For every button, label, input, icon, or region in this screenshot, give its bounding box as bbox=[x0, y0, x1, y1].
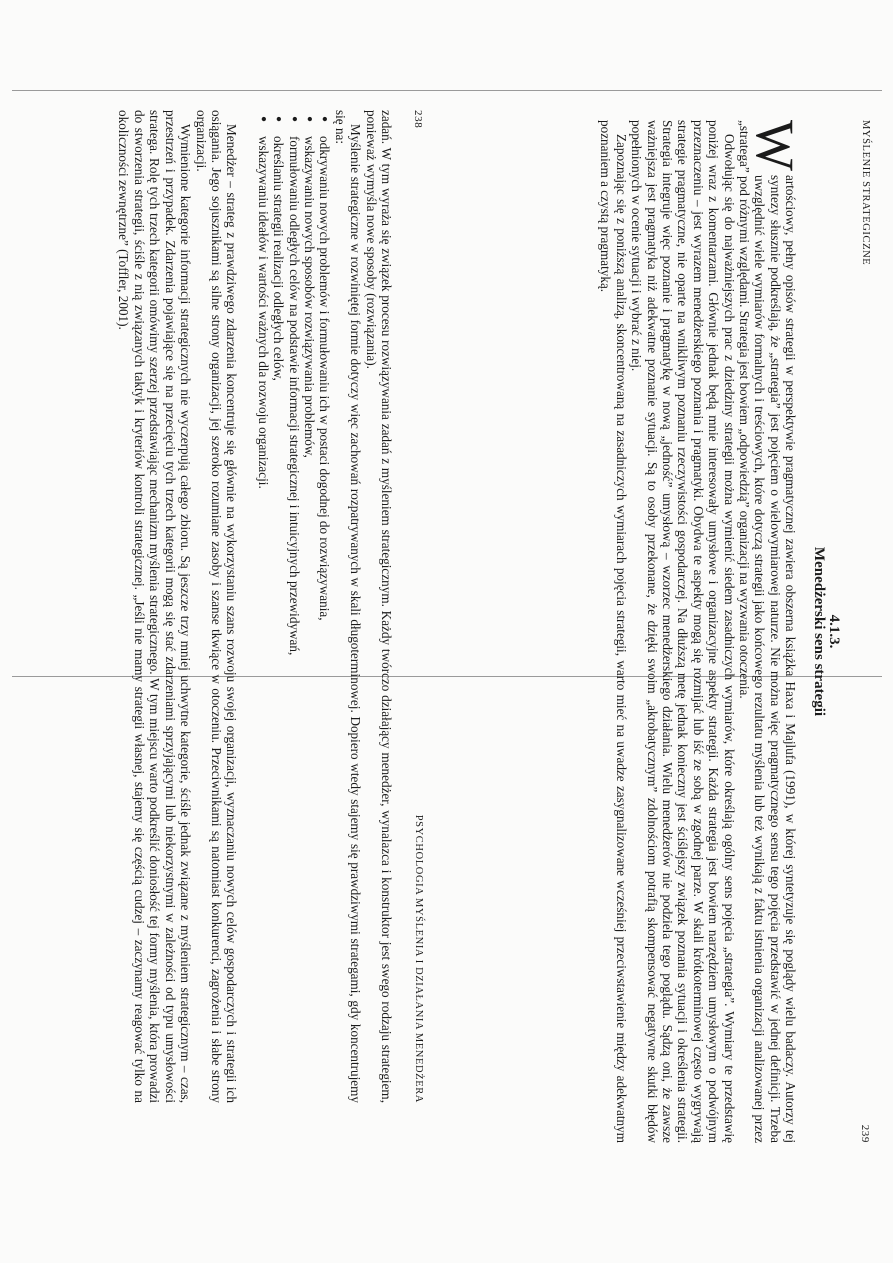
list-item: ● wskazywaniu ideałów i wartości ważnych dla rozwoju organizacji. bbox=[255, 136, 270, 1103]
page-body bbox=[116, 110, 394, 1103]
list-item: ● formułowaniu odległych celów na podstawie informacji strategicznej i intuicyjnych przewidywań, bbox=[286, 136, 301, 1103]
running-head bbox=[412, 110, 424, 1103]
paragraph: Myślenie strategiczne w rozwiniętej formie dotyczy więc zachowań rozpatrywanych w skali długoterminowej. Dopiero wtedy stajemy się prawdziwymi strategami, gdy koncentrujemy się na: bbox=[332, 110, 364, 1103]
running-head bbox=[859, 120, 871, 1143]
running-head-title: MYŚLENIE STRATEGICZNE bbox=[860, 120, 871, 266]
section-title: Menedżerski sens strategii bbox=[810, 546, 827, 717]
paragraph: zadań. W tym wyraża się związek procesu rozwiązywania zadań z myśleniem strategicznym. Każdy twórczo działający menedżer, wynalazca i konstruktor jest swego rodzaju strategiem, ponieważ wymyśla nowe sposoby (rozwiązania). bbox=[363, 110, 394, 1103]
paragraph bbox=[736, 120, 806, 1143]
page-238 bbox=[0, 0, 446, 1263]
page-body bbox=[598, 120, 841, 1143]
running-head-title: PSYCHOLOGIA MYŚLENIA I DZIAŁANIA MENEDŻERA bbox=[413, 814, 424, 1103]
bullet-list bbox=[255, 110, 332, 1103]
paragraph-text: artościowy, pełny opisów strategii w perspektywie pragmatycznej zawiera obszerna książka Haxa i Majlufa (1991), w której syntetyzuje się poglądy wielu badaczy. Autorzy tej syntezy słusznie podkreślają, że „strategia” jest pojęciem o wielowymiarowej naturze. Nie można więc pragmatycznego sensu tego pojęcia przedstawić w jednej definicji. Trzeba uwzględnić wiele wymiarów formalnych i treściowych, które dotyczą strategii jako końcowego rezultatu myślenia lub też wynikają z faktu istnienia organizacji analizowanej przez „stratega” pod różnymi względami. Strategia jest bowiem „odpowiedzią” organizacji na wyzwania otoczenia. bbox=[736, 120, 799, 1143]
drop-cap: W bbox=[745, 120, 806, 171]
list-item: ● określaniu strategii realizacji odległych celów, bbox=[271, 136, 286, 1103]
paragraph: Menedżer – strateg z prawdziwego zdarzenia koncentruje się głównie na wykorzystaniu szans rozwoju swojej organizacji, wyznaczaniu nowych celów gospodarczych i strategii ich osiągania. Jego sojusznikami są silne strony organizacji, jej szeroko rozumiane zasoby i szanse tkwiące w otoczeniu. Przeciwnikami są natomiast konkurenci, zagrożenia i słabe strony organizacji. bbox=[193, 110, 240, 1103]
paragraph: Zapoznając się z poniższą analizą, skoncentrowaną na zasadniczych wymiarach pojęcia strategii, warto mieć na uwadze zasygnalizowane wcześniej przeciwstawienie między adekwatnym poznaniem a czystą pragmatyką. bbox=[598, 120, 629, 1143]
paragraph: Odwołując się do najważniejszych prac z dziedziny strategii można wymienić siedem zasadniczych wymiarów, które określają ogólny sens pojęcia „strategia”. Wymiary te przedstawię poniżej wraz z komentarzami. Głównie jednak będą mnie interesowały umysłowe i organizacyjne aspekty strategii. Każda strategia jest bowiem narzędziem umysłowym o podwójnym przeznaczeniu – jest wyrazem menedżerskiego poznania i pragmatyki. Obydwa te aspekty mogą się rozmijać lub iść ze sobą w zgodnej parze. W skali krótkoterminowej często wygrywają strategie pragmatyczne, nie oparte na wnikliwym poznaniu rzeczywistości gospodarczej. Na dłuższą metę jednak konieczny jest ściślejszy związek poznania sytuacji i określenia strategii. Strategia integruje więc poznanie i pragmatykę w nową „jedność” umysłową – wzorzec menedżerskiego działania. Wielu menedżerów nie podziela tego poglądu. Sądzą oni, że zawsze ważniejsza jest pragmatyka niż adekwatne poznanie sytuacji. Są to osoby przekonane, że dzięki swoim „akrobatycznym” zdolnościom potrafią skompensować negatywne skutki błędów popełnionych w ocenie sytuacji i wybrać z niej. bbox=[629, 120, 737, 1143]
paragraph: Wymienione kategorie informacji strategicznych nie wyczerpują całego zbioru. Są jeszcze trzy mniej uchwytne kategorie, ściśle jednak związane z myśleniem strategicznym – czas, przestrzeń i przypadek. Zdarzenia pojawiające się na przecięciu tych trzech kategorii mogą się stać zdarzeniami sprzyjającymi lub niekorzystnymi w zależności od typu umysłowości stratega. Rolę tych trzech kategorii omówimy szerzej przedstawiając mechanizm myślenia strategicznego. W tym miejscu warto podkreślić doniosłość tej formy myślenia, która prowadzi do stworzenia strategii, ściśle z nią związanych taktyk i kryteriów kontroli strategicznej. „Jeśli nie mamy strategii własnej, stajemy się częścią cudzej – zaczynamy reagować tylko na okoliczności zewnętrzne” (Toffler, 2001). bbox=[116, 110, 194, 1103]
page-239 bbox=[447, 0, 893, 1263]
page-number: 238 bbox=[412, 110, 424, 129]
page-number: 239 bbox=[859, 1124, 871, 1143]
list-item: ● wskazywaniu nowych sposobów rozwiązywania problemów, bbox=[302, 136, 317, 1103]
section-number: 4.1.3. bbox=[826, 614, 842, 649]
list-item: ● odkrywaniu nowych problemów i formułowaniu ich w postaci dogodnej do rozwiązywania, bbox=[317, 136, 332, 1103]
